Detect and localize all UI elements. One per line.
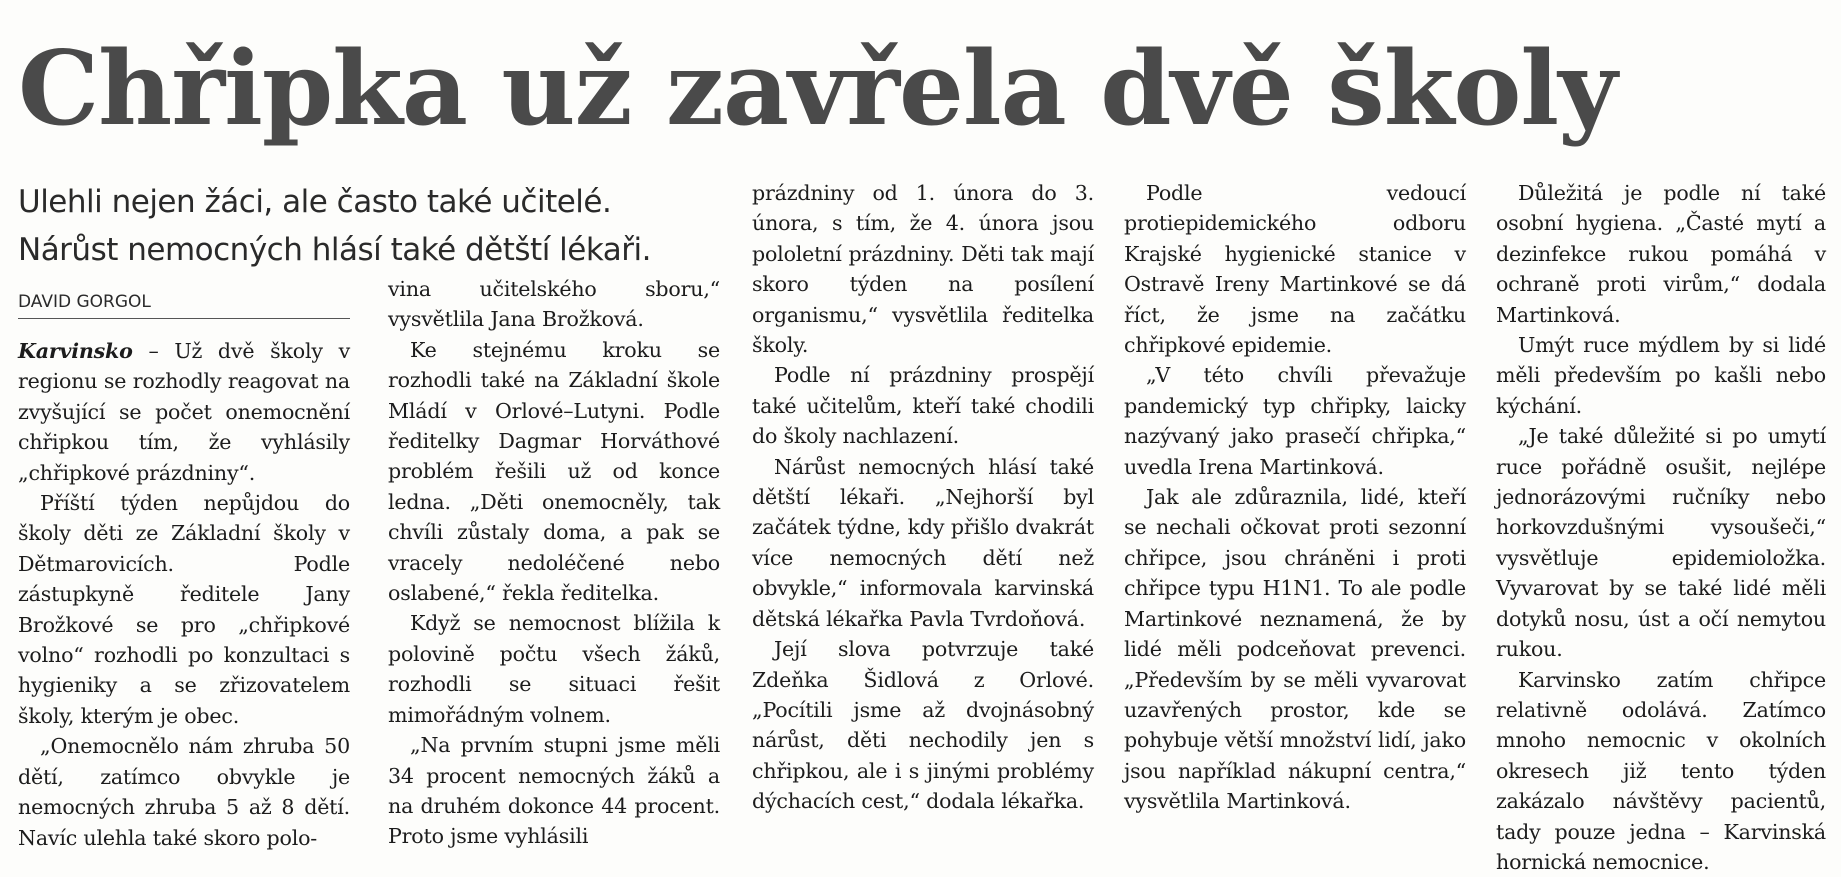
dateline-place: Karvinsko (18, 339, 133, 363)
paragraph-text: – Už dvě školy v regionu se rozhodly reagovat na zvyšující se počet onemocnění chřipkou tím, že vyhlásily „chřipkové prázdniny“. (18, 339, 350, 485)
byline: DAVID GORGOL (18, 290, 350, 319)
paragraph: Podle vedoucí protiepidemického odboru Krajské hygienické stanice v Ostravě Ireny Martinkové se dá říct, že jsme na začátku chřipkové epidemie. (1124, 178, 1466, 360)
article-column-1 (18, 336, 350, 853)
paragraph: Umýt ruce mýdlem by si lidé měli především po kašli nebo kýchání. (1496, 330, 1826, 421)
article-column-4 (1124, 178, 1466, 817)
paragraph: Podle ní prázdniny prospějí také učitelům, kteří také chodili do školy nachlazení. (752, 360, 1094, 451)
paragraph: Když se nemocnost blížila k polovině počtu všech žáků, rozhodli se situaci řešit mimořádným volnem. (388, 608, 720, 730)
paragraph: Ke stejnému kroku se rozhodli také na Základní škole Mládí v Orlové–Lutyni. Podle ředitelky Dagmar Horváthové problém řešili už od konce ledna. „Děti onemocněly, tak chvíli zůstaly doma, a pak se vracely nedoléčené nebo oslabené,“ řekla ředitelka. (388, 335, 720, 609)
paragraph: „Onemocnělo nám zhruba 50 dětí, zatímco obvykle je nemocných zhruba 5 až 8 dětí. Navíc ulehla také skoro polo- (18, 731, 350, 853)
paragraph: vina učitelského sboru,“ vysvětlila Jana Brožková. (388, 274, 720, 335)
paragraph: „V této chvíli převažuje pandemický typ chřipky, laicky nazývaný jako prasečí chřipka,“ uvedla Irena Martinková. (1124, 360, 1466, 482)
article-column-3 (752, 178, 1094, 817)
article-column-2 (388, 274, 720, 852)
article-column-5 (1496, 178, 1826, 877)
paragraph: Důležitá je podle ní také osobní hygiena. „Časté mytí a dezinfekce rukou pomáhá v ochraně proti virům,“ dodala Martinková. (1496, 178, 1826, 330)
paragraph: Karvinsko zatím chřipce relativně odolává. Zatímco mnoho nemocnic v okolních okresech již tento týden zakázalo návštěvy pacientů, tady pouze jedna – Karvinská hornická nemocnice. (1496, 665, 1826, 877)
paragraph: Příští týden nepůjdou do školy děti ze Základní školy v Dětmarovicích. Podle zástupkyně ředitele Jany Brožkové se pro „chřipkové volno“ rozhodli po konzultaci s hygieniky a se zřizovatelem školy, kterým je obec. (18, 488, 350, 731)
paragraph: Nárůst nemocných hlásí také dětští lékaři. „Nejhorší byl začátek týdne, kdy přišlo dvakrát více nemocných dětí než obvykle,“ informovala karvinská dětská lékařka Pavla Tvrdoňová. (752, 452, 1094, 634)
paragraph: Jak ale zdůraznila, lidé, kteří se nechali očkovat proti sezonní chřipce, jsou chráněni i proti chřipce typu H1N1. To ale podle Martinkové neznamená, že by lidé měli podceňovat prevenci. „Především by se měli vyvarovat uzavřených prostor, kde se pohybuje větší množství lidí, jako jsou například nákupní centra,“ vysvětlila Martinková. (1124, 482, 1466, 816)
paragraph: „Na prvním stupni jsme měli 34 procent nemocných žáků a na druhém dokonce 44 procent. Proto jsme vyhlásili (388, 730, 720, 852)
paragraph (18, 336, 350, 488)
paragraph: „Je také důležité si po umytí ruce pořádně osušit, nejlépe jednorázovými ručníky nebo horkovzdušnými vysoušeči,“ vysvětluje epidemioložka. Vyvarovat by se také lidé měli dotyků nosu, úst a očí nemytou rukou. (1496, 421, 1826, 664)
subheadline-line-2: Nárůst nemocných hlásí také dětští lékaři. (18, 226, 758, 274)
paragraph: Její slova potvrzuje také Zdeňka Šidlová z Orlové. „Pocítili jsme až dvojnásobný nárůst, děti nechodily jen s chřipkou, ale i s jinými problémy dýchacích cest,“ dodala lékařka. (752, 634, 1094, 816)
paragraph: prázdniny od 1. února do 3. února, s tím, že 4. února jsou pololetní prázdniny. Děti tak mají skoro týden na posílení organismu,“ vysvětlila ředitelka školy. (752, 178, 1094, 360)
subheadline-line-1: Ulehli nejen žáci, ale často také učitelé. (18, 178, 758, 226)
subheadline (18, 178, 758, 274)
headline: Chřipka už zavřela dvě školy (18, 14, 1823, 164)
